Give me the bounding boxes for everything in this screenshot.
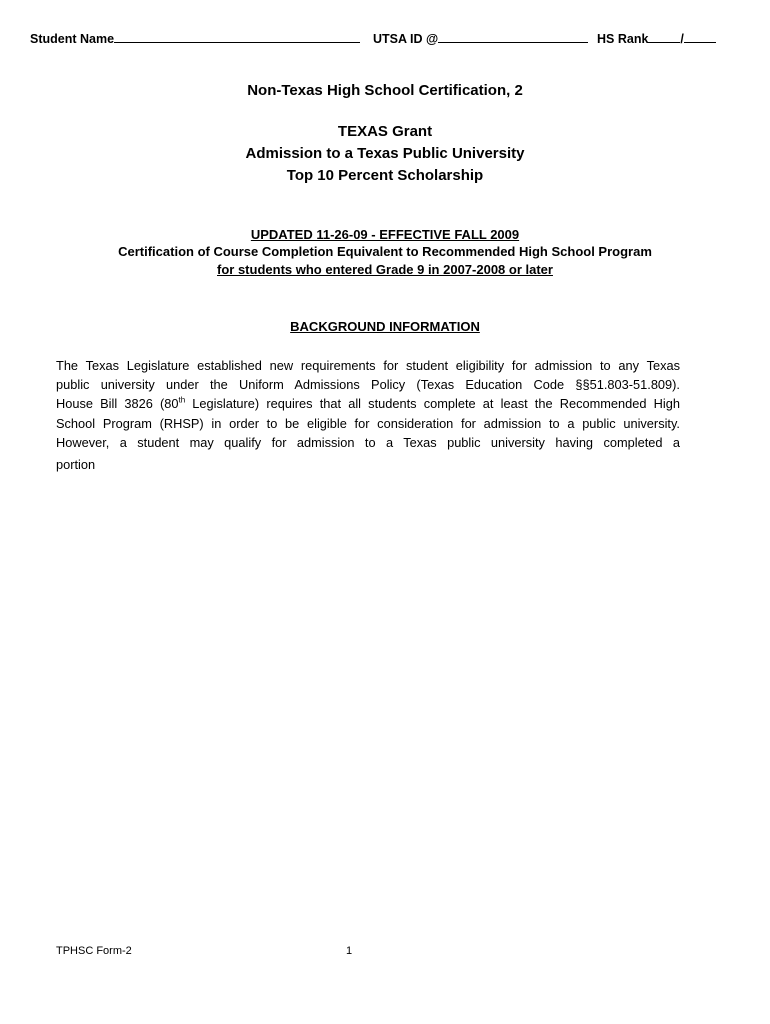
applicability-note: for students who entered Grade 9 in 2007-2008 or later [217, 262, 553, 277]
form-title: Non-Texas High School Certification, 2 [247, 82, 523, 99]
hs-rank-separator: / [680, 32, 684, 46]
page-number: 1 [346, 945, 353, 957]
title-scholarship: Top 10 Percent Scholarship [286, 167, 484, 184]
paragraph-line: However, a student may qualify for admission to a Texas public university having completed a [56, 434, 680, 450]
paragraph-line: public university under the Uniform Admissions Policy (Texas Education Code §§51.803-51.809). [56, 377, 680, 393]
paragraph-line: The Texas Legislature established new requirements for student eligibility for admission to any Texas [56, 358, 680, 373]
utsa-id-field[interactable] [373, 30, 588, 46]
utsa-id-label: UTSA ID @ [373, 32, 439, 46]
student-name-field[interactable] [30, 30, 360, 46]
paragraph-line: portion [56, 457, 96, 473]
student-name-label: Student Name [30, 32, 115, 46]
background-heading: BACKGROUND INFORMATION [290, 319, 480, 334]
certification-title: Certification of Course Completion Equivalent to Recommended High School Program [118, 244, 652, 259]
paragraph-line-part: Legislature) requires that all students complete at least the Recommended High [185, 396, 680, 412]
paragraph-line: School Program (RHSP) in order to be eligible for consideration for admission to a public university. [56, 415, 680, 431]
title-texas-grant: TEXAS Grant [337, 123, 433, 140]
hs-rank-total-blank[interactable] [684, 30, 716, 43]
superscript-ordinal: th [178, 396, 186, 406]
hs-rank-label: HS Rank [597, 32, 649, 46]
paragraph-line-part: House Bill 3826 (80 [56, 396, 179, 412]
student-name-blank[interactable] [114, 30, 360, 43]
utsa-id-blank[interactable] [438, 30, 588, 43]
background-paragraph [56, 356, 680, 474]
hs-rank-position-blank[interactable] [648, 30, 680, 43]
paragraph-line [56, 394, 680, 413]
updated-notice: UPDATED 11-26-09 - EFFECTIVE FALL 2009 [250, 227, 520, 242]
title-admission: Admission to a Texas Public University [245, 145, 525, 162]
hs-rank-field[interactable] [597, 30, 716, 46]
form-id: TPHSC Form-2 [56, 945, 132, 957]
